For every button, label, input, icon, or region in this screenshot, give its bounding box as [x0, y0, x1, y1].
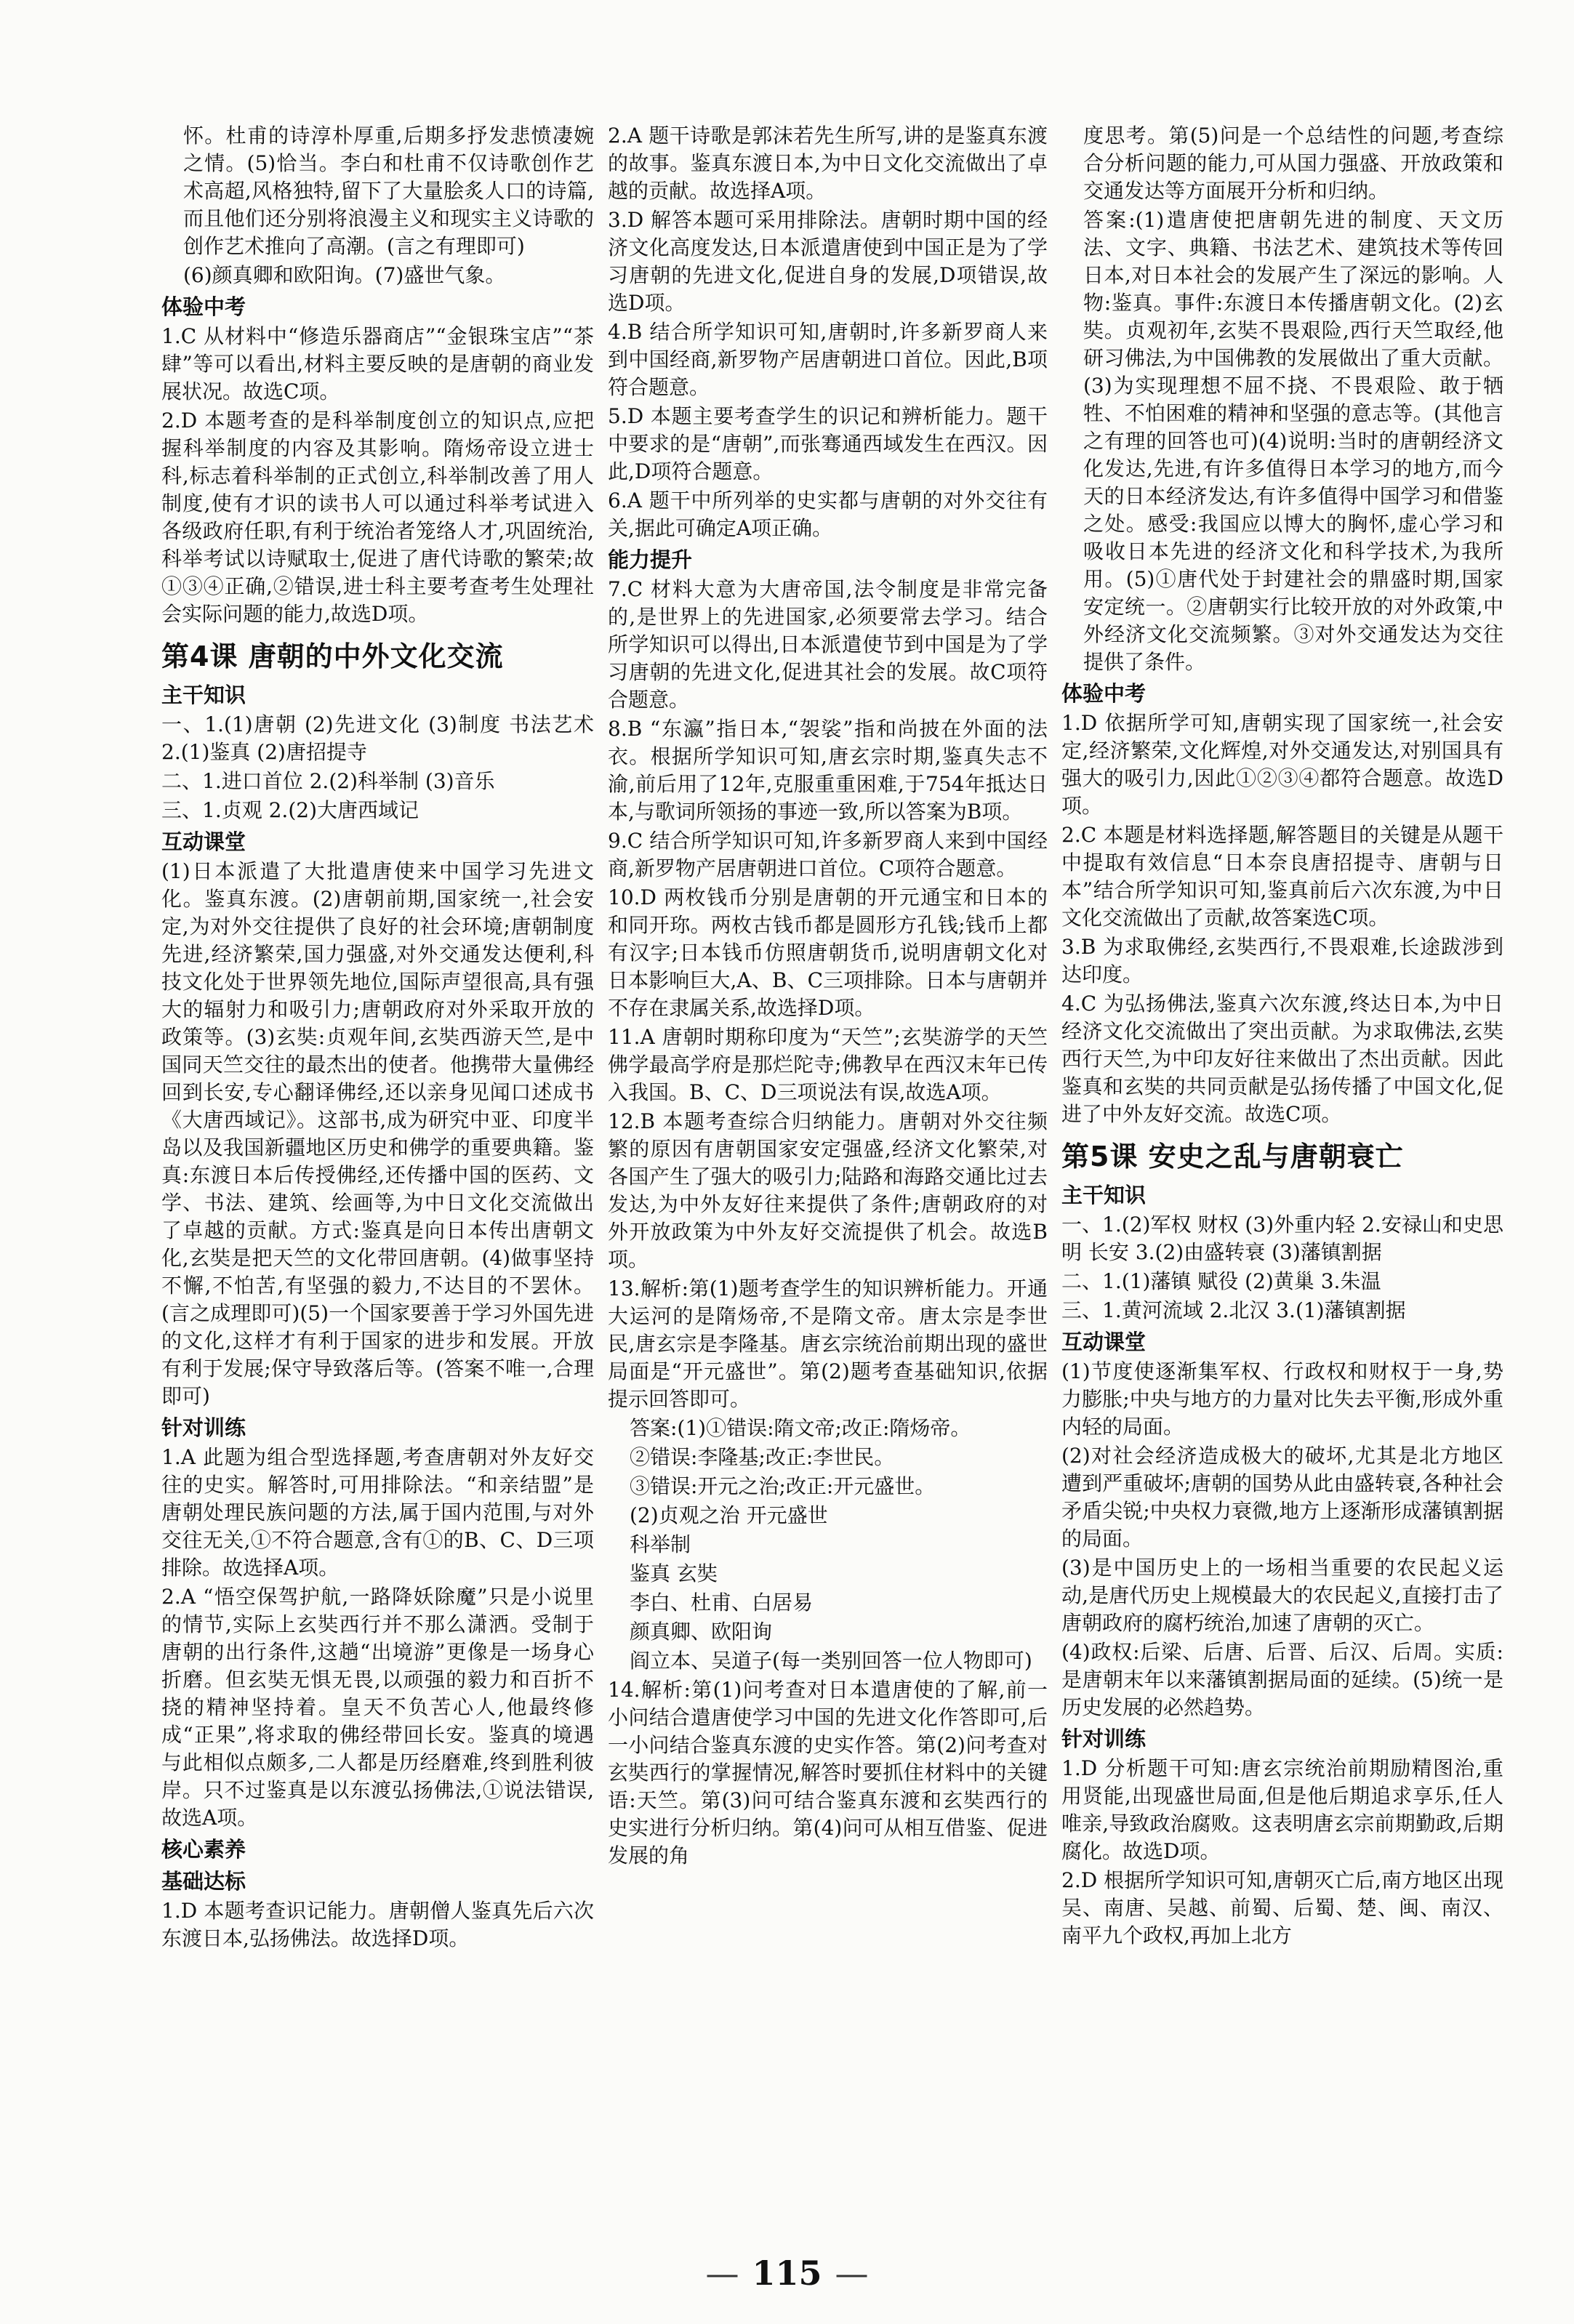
- answer-item: 2.D 本题考查的是科举制度创立的知识点,应把握科举制度的内容及其影响。隋炀帝设立进士科,标志着科举制的正式创立,科举制改善了用人制度,使有才识的读书人可以通过科举考试进入各级政府任职,有利于统治者笼络人才,巩固统治,科举考试以诗赋取士,促进了唐代诗歌的繁荣;故①③④正确,②错误,进士科主要考查考生处理社会实际问题的能力,故选D项。: [161, 409, 594, 626]
- section-heading: 体验中考: [161, 294, 246, 319]
- section-heading: 针对训练: [1061, 1726, 1147, 1751]
- paragraph: (6)颜真卿和欧阳询。(7)盛世气象。: [183, 263, 506, 287]
- answer-item: 三、1.贞观 2.(2)大唐西域记: [161, 798, 419, 822]
- section-heading: 体验中考: [1061, 681, 1147, 706]
- answer-item: 7.C 材料大意为大唐帝国,法令制度是非常完备的,是世界上的先进国家,必须要常去学习。结合所学知识可以得出,日本派遣使节到中国是为了学习唐朝的先进文化,促进其社会的发展。故C项符合题意。: [608, 577, 1048, 712]
- answer-item: 二、1.进口首位 2.(2)科举制 (3)音乐: [161, 769, 495, 793]
- answer-item: 2.C 本题是材料选择题,解答题目的关键是从题干中提取有效信息“日本奈良唐招提寺、唐朝与日本”结合所学知识可知,鉴真前后六次东渡,为中日文化交流做出了贡献,故答案选C项。: [1061, 823, 1503, 930]
- answer-line: 阎立本、吴道子(每一类别回答一位人物即可): [630, 1649, 1032, 1673]
- section-heading: 能力提升: [608, 547, 693, 572]
- answer-line: 鉴真 玄奘: [630, 1561, 718, 1585]
- answer-item: 8.B “东瀛”指日本,“袈裟”指和尚披在外面的法衣。根据所学知识可知,唐玄宗时期,鉴真失志不渝,前后用了12年,克服重重困难,于754年抵达日本,与歌词所领扬的事迹一致,所以答案为B项。: [608, 717, 1048, 824]
- answer-item: 3.B 为求取佛经,玄奘西行,不畏艰难,长途跋涉到达印度。: [1061, 935, 1503, 986]
- answer-item: 二、1.(1)藩镇 赋役 (2)黄巢 3.朱温: [1061, 1269, 1381, 1293]
- column-3: [1061, 122, 1503, 2223]
- paragraph: (1)节度使逐渐集军权、行政权和财权于一身,势力膨胀;中央与地方的力量对比失去平衡,形成外重内轻的局面。: [1061, 1359, 1503, 1439]
- answer-item: 9.C 结合所学知识可知,许多新罗商人来到中国经商,新罗物产居唐朝进口首位。C项符合题意。: [608, 829, 1048, 880]
- answer-item: 2.D 根据所学知识可知,唐朝灭亡后,南方地区出现吴、南唐、吴越、前蜀、后蜀、楚、闽、南汉、南平九个政权,再加上北方: [1061, 1868, 1503, 1947]
- answer-item: 1.A 此题为组合型选择题,考查唐朝对外友好交往的史实。解答时,可用排除法。“和亲结盟”是唐朝处理民族问题的方法,属于国内范围,与对外交往无关,①不符合题意,含有①的B、C、D三项排除。故选择A项。: [161, 1445, 594, 1580]
- decorative-dash: —: [835, 2253, 869, 2293]
- column-1: [161, 122, 594, 2223]
- answer-item: 11.A 唐朝时期称印度为“天竺”;玄奘游学的天竺佛学最高学府是那烂陀寺;佛教早在西汉末年已传入我国。B、C、D三项说法有误,故选A项。: [608, 1025, 1048, 1104]
- paragraph: (1)日本派遣了大批遣唐使来中国学习先进文化。鉴真东渡。(2)唐朝前期,国家统一,社会安定,为对外交往提供了良好的社会环境;唐朝制度先进,经济繁荣,国力强盛,对外交通发达便利,科技文化处于世界领先地位,国际声望很高,具有强大的辐射力和吸引力;唐朝政府对外采取开放的政策等。(3)玄奘:贞观年间,玄奘西游天竺,是中国同天竺交往的最杰出的使者。他携带大量佛经回到长安,专心翻译佛经,还以亲身见闻口述成书《大唐西域记》。这部书,成为研究中亚、印度半岛以及我国新疆地区历史和佛学的重要典籍。鉴真:东渡日本后传授佛经,还传播中国的医药、文学、书法、建筑、绘画等,为中日文化交流做出了卓越的贡献。方式:鉴真是向日本传出唐朝文化,玄奘是把天竺的文化带回唐朝。(4)做事坚持不懈,不怕苦,有坚强的毅力,不达目的不罢休。(言之成理即可)(5)一个国家要善于学习外国先进的文化,这样才有利于国家的进步和发展。开放有利于发展;保守导致落后等。(答案不唯一,合理即可): [161, 859, 594, 1408]
- answer-item: 14.解析:第(1)问考查对日本遣唐使的了解,前一小问结合遣唐使学习中国的先进文化作答即可,后一小问结合鉴真东渡的史实作答。第(2)问考查对玄奘西行的掌握情况,解答时要抓住材料中的关键语:天竺。第(3)问可结合鉴真东渡和玄奘西行的史实进行分析归纳。第(4)问可从相互借鉴、促进发展的角: [608, 1678, 1048, 1867]
- column-2: [608, 122, 1048, 2223]
- paragraph: (4)政权:后梁、后唐、后晋、后汉、后周。实质:是唐朝末年以来藩镇割据局面的延续。(5)统一是历史发展的必然趋势。: [1061, 1640, 1503, 1719]
- section-heading: 核心素养: [161, 1837, 246, 1862]
- answer-item: 1.D 分析题干可知:唐玄宗统治前期励精图治,重用贤能,出现盛世局面,但是他后期追求享乐,任人唯亲,导致政治腐败。这表明唐玄宗前期勤政,后期腐化。故选D项。: [1061, 1756, 1503, 1863]
- lesson-title: 第4课 唐朝的中外文化交流: [161, 640, 504, 672]
- answer-item: 5.D 本题主要考查学生的识记和辨析能力。题干中要求的是“唐朝”,而张骞通西域发生在西汉。因此,D项符合题意。: [608, 404, 1048, 483]
- answer-item: 一、1.(2)军权 财权 (3)外重内轻 2.安禄山和史思明 长安 3.(2)由盛转衰 (3)藩镇割据: [1061, 1213, 1503, 1264]
- answer-line: 李白、杜甫、白居易: [630, 1591, 814, 1615]
- answer-line: 答案:(1)①错误:隋文帝;改正:隋炀帝。: [630, 1416, 971, 1440]
- answer-item: 3.D 解答本题可采用排除法。唐朝时期中国的经济文化高度发达,日本派遣唐使到中国正是为了学习唐朝的先进文化,促进自身的发展,D项错误,故选D项。: [608, 208, 1048, 315]
- answer-item: 一、1.(1)唐朝 (2)先进文化 (3)制度 书法艺术 2.(1)鉴真 (2)唐招提寺: [161, 712, 594, 764]
- answer-line: 科举制: [630, 1532, 691, 1556]
- page-number: [0, 2253, 1574, 2293]
- answer-item: 10.D 两枚钱币分别是唐朝的开元通宝和日本的和同开珎。两枚古钱币都是圆形方孔钱;钱币上都有汉字;日本钱币仿照唐朝货币,说明唐朝文化对日本影响巨大,A、B、C三项排除。日本与唐朝并不存在隶属关系,故选择D项。: [608, 885, 1048, 1020]
- answer-item: 4.C 为弘扬佛法,鉴真六次东渡,终达日本,为中日经济文化交流做出了突出贡献。为求取佛法,玄奘西行天竺,为中印友好往来做出了杰出贡献。因此鉴真和玄奘的共同贡献是弘扬传播了中国文化,促进了中外友好交流。故选C项。: [1061, 992, 1503, 1126]
- answer-item: 12.B 本题考查综合归纳能力。唐朝对外交往频繁的原因有唐朝国家安定强盛,经济文化繁荣,对各国产生了强大的吸引力;陆路和海路交通比过去发达,为中外友好往来提供了条件;唐朝政府的对外开放政策为中外友好交流提供了机会。故选B项。: [608, 1109, 1048, 1271]
- answer-item: 2.A “悟空保驾护航,一路降妖除魔”只是小说里的情节,实际上玄奘西行并不那么潇洒。受制于唐朝的出行条件,这趟“出境游”更像是一场身心折磨。但玄奘无惧无畏,以顽强的毅力和百折不挠的精神坚持着。皇天不负苦心人,他最终修成“正果”,将求取的佛经带回长安。鉴真的境遇与此相似点颇多,二人都是历经磨难,终到胜利彼岸。只不过鉴真是以东渡弘扬佛法,①说法错误,故选A项。: [161, 1585, 594, 1830]
- lesson-title: 第5课 安史之乱与唐朝衰亡: [1061, 1141, 1404, 1173]
- section-heading: 主干知识: [161, 683, 246, 707]
- decorative-dash: —: [705, 2253, 739, 2293]
- answer-item: 4.B 结合所学知识可知,唐朝时,许多新罗商人来到中国经商,新罗物产居唐朝进口首位。因此,B项符合题意。: [608, 320, 1048, 399]
- section-heading: 互动课堂: [161, 829, 246, 854]
- section-heading: 基础达标: [161, 1869, 246, 1894]
- paragraph: (2)对社会经济造成极大的破坏,尤其是北方地区遭到严重破坏;唐朝的国势从此由盛转衰,各种社会矛盾尖锐;中央权力衰微,地方上逐渐形成藩镇割据的局面。: [1061, 1444, 1503, 1551]
- paragraph: (3)是中国历史上的一场相当重要的农民起义运动,是唐代历史上规模最大的农民起义,直接打击了唐朝政府的腐朽统治,加速了唐朝的灭亡。: [1061, 1556, 1503, 1635]
- answer-line: 答案:(1)遣唐使把唐朝先进的制度、天文历法、文字、典籍、书法艺术、建筑技术等传回日本,对日本社会的发展产生了深远的影响。人物:鉴真。事件:东渡日本传播唐朝文化。(2)玄奘。贞观初年,玄奘不畏艰险,西行天竺取经,他研习佛法,为中国佛教的发展做出了重大贡献。(3)为实现理想不屈不挠、不畏艰险、敢于牺牲、不怕困难的精神和坚强的意志等。(其他言之有理的回答也可)(4)说明:当时的唐朝经济文化发达,先进,有许多值得日本学习的地方,而今天的日本经济发达,有许多值得中国学习和借鉴之处。感受:我国应以博大的胸怀,虚心学习和吸收日本先进的经济文化和科学技术,为我所用。(5)①唐代处于封建社会的鼎盛时期,国家安定统一。②唐朝实行比较开放的对外政策,中外经济文化交流频繁。③对外交通发达为交往提供了条件。: [1083, 208, 1503, 674]
- answer-item: 1.D 依据所学可知,唐朝实现了国家统一,社会安定,经济繁荣,文化辉煌,对外交通发达,对别国具有强大的吸引力,因此①②③④都符合题意。故选D项。: [1061, 711, 1503, 818]
- paragraph: 度思考。第(5)问是一个总结性的问题,考查综合分析问题的能力,可从国力强盛、开放政策和交通发达等方面展开分析和归纳。: [1083, 124, 1503, 203]
- answer-item: 13.解析:第(1)题考查学生的知识辨析能力。开通大运河的是隋炀帝,不是隋文帝。唐太宗是李世民,唐玄宗是李隆基。唐玄宗统治前期出现的盛世局面是“开元盛世”。第(2)题考查基础知识,依据提示回答即可。: [608, 1276, 1048, 1411]
- answer-item: 2.A 题干诗歌是郭沫若先生所写,讲的是鉴真东渡的故事。鉴真东渡日本,为中日文化交流做出了卓越的贡献。故选择A项。: [608, 124, 1048, 203]
- section-heading: 主干知识: [1061, 1183, 1147, 1207]
- answer-line: 颜真卿、欧阳询: [630, 1620, 773, 1644]
- answer-line: ②错误:李隆基;改正:李世民。: [630, 1445, 895, 1469]
- page-number-text: 115: [752, 2253, 822, 2293]
- paragraph: 怀。杜甫的诗淳朴厚重,后期多抒发悲愤凄婉之情。(5)恰当。李白和杜甫不仅诗歌创作艺术高超,风格独特,留下了大量脍炙人口的诗篇,而且他们还分别将浪漫主义和现实主义诗歌的创作艺术推向了高潮。(言之有理即可): [183, 124, 594, 258]
- answer-line: (2)贞观之治 开元盛世: [630, 1503, 828, 1527]
- answer-item: 三、1.黄河流域 2.北汉 3.(1)藩镇割据: [1061, 1298, 1406, 1322]
- section-heading: 针对训练: [161, 1415, 246, 1440]
- answer-item: 1.D 本题考查识记能力。唐朝僧人鉴真先后六次东渡日本,弘扬佛法。故选择D项。: [161, 1899, 594, 1950]
- section-heading: 互动课堂: [1061, 1330, 1147, 1354]
- answer-item: 6.A 题干中所列举的史实都与唐朝的对外交往有关,据此可确定A项正确。: [608, 488, 1048, 540]
- answer-line: ③错误:开元之治;改正:开元盛世。: [630, 1474, 936, 1498]
- answer-item: 1.C 从材料中“修造乐器商店”“金银珠宝店”“茶肆”等可以看出,材料主要反映的是唐朝的商业发展状况。故选C项。: [161, 324, 594, 403]
